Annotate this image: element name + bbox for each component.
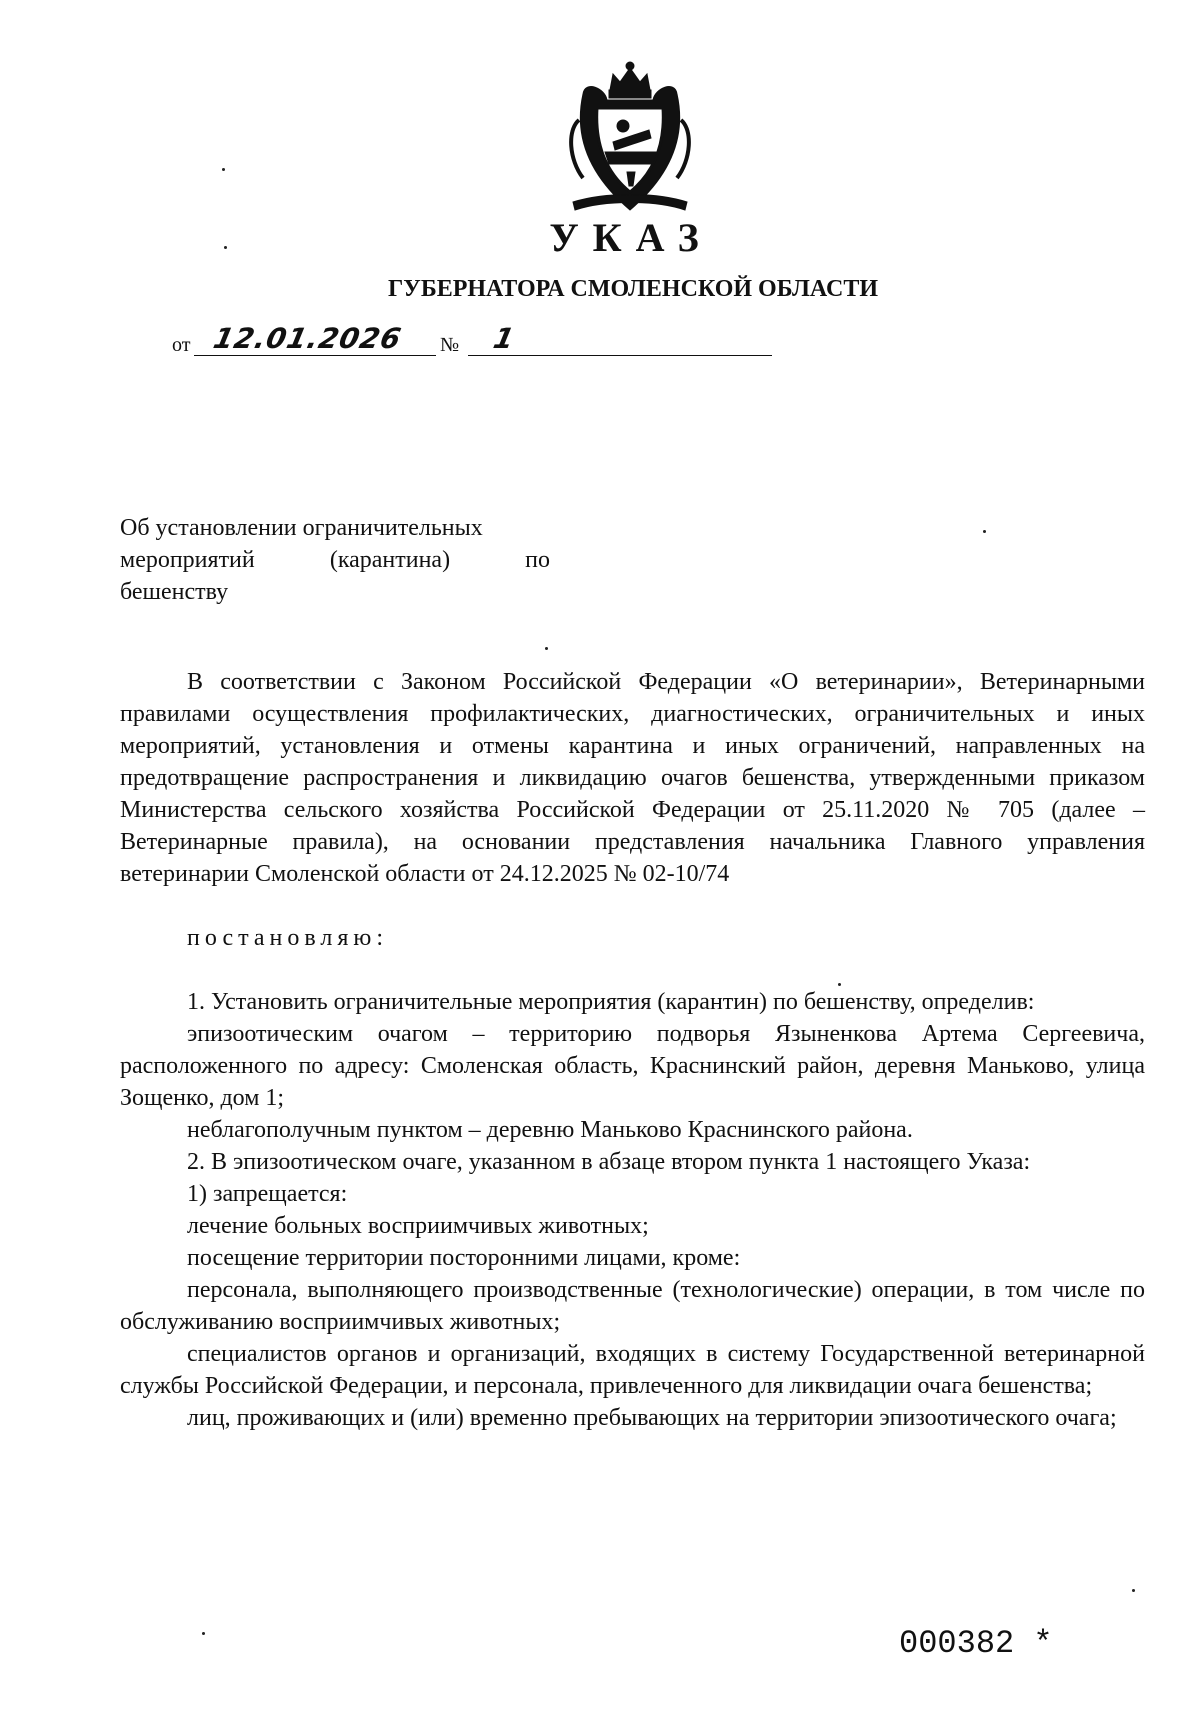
body-paragraph: эпизоотическим очагом – территорию подворья Языненкова Артема Сергеевича, расположенного по адресу: Смоленская область, Краснинский район, деревня Маньково, улица Зощенко, дом 1; [120,1021,1145,1111]
scan-speck [983,530,986,533]
document-title: УКАЗ [549,215,713,260]
body-paragraph: неблагополучным пунктом – деревню Маньково Краснинского района. [187,1117,913,1143]
body-paragraph: лиц, проживающих и (или) временно пребывающих на территории эпизоотического очага; [187,1405,1117,1431]
form-serial-number: 000382 * [899,1625,1053,1662]
body-paragraph: специалистов органов и организаций, входящих в систему Государственной ветеринарной службы Российской Федерации, и персонала, привлеченного для ликвидации очага бешенства; [120,1341,1145,1399]
preamble-paragraph: В соответствии с Законом Российской Федерации «О ветеринарии», Ветеринарными правилами осуществления профилактических, диагностических, ограничительных и иных мероприятий, установления и отмены карантина и иных ограничений, направленных на предотвращение распространения и ликвидацию очагов бешенства, утвержденными приказом Министерства сельского хозяйства Российской Федерации от 25.11.2020 № 705 (далее – Ветеринарные правила), на основании представления начальника Главного управления ветеринарии Смоленской области от 24.12.2025 № 02-10/74 [120,669,1145,887]
scan-speck [1132,1589,1135,1592]
decree-word: постановляю: [187,925,388,951]
number-label: № [440,334,460,356]
scan-speck [545,647,548,650]
subject-line: бешенству [120,579,229,605]
document-body [120,666,1145,1434]
body-paragraph: 2. В эпизоотическом очаге, указанном в абзаце втором пункта 1 настоящего Указа: [187,1149,1031,1175]
scan-speck [222,168,225,171]
date-underline [194,355,436,356]
body-paragraph: персонала, выполняющего производственные (технологические) операции, в том числе по обслуживанию восприимчивых животных; [120,1277,1145,1335]
scan-speck [202,1632,205,1635]
smolensk-coat-of-arms-icon [565,60,695,220]
date-label: от [172,334,191,356]
date-number-line [172,322,612,365]
number-underline [468,355,772,356]
document-subtitle: ГУБЕРНАТОРА СМОЛЕНСКОЙ ОБЛАСТИ [387,276,879,302]
document-subject [120,512,550,608]
body-paragraph: 1) запрещается: [187,1181,348,1207]
scan-speck [224,246,227,249]
body-paragraph: лечение больных восприимчивых животных; [187,1213,649,1239]
body-paragraph: посещение территории посторонними лицами, кроме: [187,1245,741,1271]
subject-line: Об установлении ограничительных [120,515,483,541]
body-paragraph: 1. Установить ограничительные мероприятия (карантин) по бешенству, определив: [187,989,1035,1015]
scan-speck [838,983,841,986]
subject-line: мероприятий (карантина) по [120,547,550,573]
handwritten-number: 1 [490,322,518,355]
handwritten-date: 12.01.2026 [210,322,405,355]
